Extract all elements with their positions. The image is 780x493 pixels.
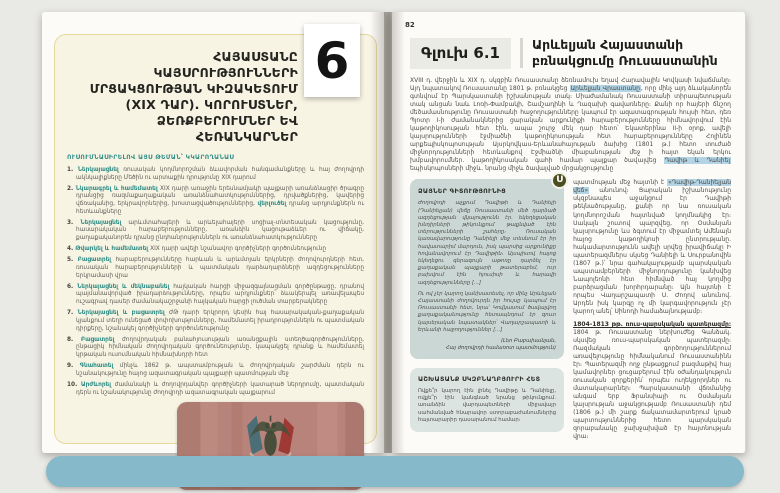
quote-attribution-line: (Լեո Բաբախանյան,	[501, 338, 557, 345]
objective-text: ԺԹ դարի երկրորդ կեսին հայ հասարակական-քաղաքական կյանքում տեղի ունեցած փոփոխությունները, համեմատել իրադրություններն ու պատմական դիրքերը, նշանակել գործիչների գործունեությունը	[76, 310, 364, 332]
objective-text: XIX դարի ավելի նշանավոր գործիչների գործունեությունը	[150, 246, 326, 253]
objective-item	[67, 337, 364, 360]
objective-text: մինչև 1862 թ. ապստամբության և ժողովրդական շարժման դերն ու նշանակությունը հայոց ազատագրական պայքարի պատմության մեջ	[76, 363, 364, 377]
objective-item	[67, 246, 364, 254]
objective-text: XIX դարի առաջին երեսնամյակի պայքարի առանձնացիր ծրագրը դրանցից ռազմաքաղաքական առանձնահատկություններից, դրվածքներից, կավերից վճռականից, երկրավորներից, խոստացվածություններից,	[76, 185, 365, 208]
left-column	[410, 175, 564, 432]
objective-item	[67, 284, 364, 307]
highlighted-term: «Դավիթ-Դանիելյան վեճ»	[573, 179, 731, 195]
body-text: անունով։ Ցարական իշխանությունը սկզբնապես աջակցում էր Դավիթի թեկնածությանը, քանի որ նա ռուսական կողմնորոշման հայտնված կողմնակից էր։ Սակայն շուտով պարզվեց, որ Օսմանյան կայսրությունը ևս ձգտում էր միջամտել Ամենայն հայոց կաթողիկոսի ընտրությանը. հակամարտությունն ավելի սրվեց իրավիճակը Ի պատերազմներս սկսեց Դանիելի և Սուրբանովին (1807 թ.)՝ նրա գահակալությամբ պարսկական ապստամբերների միջնորդությունը կանխվեց Նապոլեոնի հետ հիմնված հայ կողմից բարձրացման խորհրդարանը։ Այն հայտնի է որպես Վաղարշապատի Ս. Ժողով անունով. Արդեն իսկ կարգը ոչ մի կարգավորություն չէր կարող անել՝ Սինոդի համաձայնությամբ։	[573, 187, 731, 315]
objective-lead: Բացատրել	[77, 257, 116, 264]
highlighted-term: Դավիթ և Դանիել	[664, 157, 730, 165]
chapter-number: 6	[314, 31, 350, 90]
quote-attribution-line: Հայ ժողովրդի համառոտ պատմություն)	[445, 345, 557, 352]
section-header	[410, 37, 731, 69]
two-column-layout	[410, 175, 731, 441]
right-column	[573, 179, 731, 441]
quote-attribution	[418, 338, 556, 352]
chapter-title-line: (XIX ԴԱՐ). ԿՈՐՈՒՍՏՆԵՐ,	[125, 97, 298, 112]
objective-number: 10.	[67, 381, 81, 388]
quote-paragraph: Ժողովրդի աչքում Դավիթի և Դանիելի (Դանիելյան) վեճը Ռուսաստանի մեծ դարձած ազդեցության վկայությունն էր. եկեղեցական խնդիրների թիկունքում թաքնված էին տերությունների շահերը։ Ռուսական կառավարությունը Դանիելի մեջ տեսնում էր իր հավատարիմ մարդուն, իսկ պարսից արքունիքը հովանավորում էր Դավիթին։ Այսպիսով հայոց եկեղեցու գերագույն աթոռը դարձել էր քաղաքական պայքարի թատերաբեմ, ուր բախվում էին հյուսիսի և հարավի ազդեցությունները [...]	[418, 200, 557, 286]
objective-item	[67, 382, 364, 397]
objective-lead: Ներկայացնել	[77, 167, 124, 173]
objective-text: արևմտահայերի և արևելահայերի սոցիալ-տնտեսական կացությունը, հասարակական հարաբերությունները, առանձին կացութաձևեր ու վիճակը, քաղաքականորեն դրանց ընդհանրություններն ու առանձնահատկությունները	[76, 219, 364, 242]
objective-text: ռուսական կողմնորոշման ձևավորման հանգամանքները և հայ ժողովրդի ակնկալիքները Մեծին ու արտաքին դրությունը XIX դարում	[76, 167, 364, 181]
objective-number: 5.	[67, 257, 78, 264]
source-box-heading: ԱՇԽԱՏԱՆՔ ՍԿԶԲՆԱՂԲՅՈՒՐԻ ՀԵՏ	[418, 376, 541, 384]
quote-paragraph: Ու ով չէր կարող կանխատեսել, որ մինչ Արևելյան Հայաստանի ժողովուրդն իր հույսը կապում էր Ռուսաստանի հետ, նրա՝ Կովկասում ծավալվող քաղաքականությունը հետապնդում էր զուտ կայսերական նպատակներ՝ Վաղարշապատի և Երևանի հաջողություններ [...]	[418, 290, 557, 333]
objective-text: հարաբերությունները հարևան և արևմտյան երկրների ժողովուրդների հետ, ռուսական հարաբերությունների և պատմական դարձադարձների ազդեցությունները երկրամասի վրա	[76, 257, 364, 279]
objective-item	[67, 257, 364, 280]
right-page-content	[392, 12, 745, 453]
objective-item	[67, 310, 364, 333]
chapter-intro-box	[54, 31, 377, 444]
source-badge-icon: Ս	[551, 172, 568, 189]
objective-number: 1.	[67, 167, 78, 173]
objective-lead: Արժևորել	[80, 381, 115, 388]
objective-item	[67, 220, 364, 243]
objective-lead: Ներկայացնել	[80, 219, 129, 226]
objective-number: 9.	[67, 363, 80, 370]
primary-source-task-box	[410, 368, 564, 432]
header-divider	[520, 38, 523, 68]
objective-text: ժամանակի և ժողովրդանվեր գործիչների կատարած ներդրումը, պատմական դերն ու նշանակությունը ժողովրդի ազատագրական պայքարում	[76, 381, 364, 396]
chapter-title-line: ՀԱՅԱՍՏԱՆԸ ԿԱՅՍՐՈՒԹՅՈՒՆՆԵՐԻ	[153, 49, 298, 80]
intro-paragraph	[410, 77, 731, 173]
chapter-title	[67, 49, 298, 145]
body-text: պատմության մեջ հայտնի է	[573, 179, 668, 187]
objective-item	[67, 167, 364, 182]
war-subheading: 1804-1813 թթ. ռուս-պարսկական պատերազմը։	[573, 320, 731, 328]
chapter-title-line: ՁԵՌՔԲԵՐՈՒՄՆԵՐ ԵՎ ՀԵՌԱՆԿԱՐՆԵՐ	[156, 113, 298, 144]
objective-number: 2.	[67, 185, 76, 192]
objective-text: դրանց արդյունքներն ու հետևանքները	[76, 201, 364, 215]
voices-from-scholarship-box	[410, 175, 564, 359]
objective-number: 7.	[67, 310, 78, 317]
source-box-text: Ովքե՞ր կարող էին լինել Դավիթը և Դանիելը, ովքե՞ր էին կանգնած նրանց թիկունքում. առանձին վարդապետների միջավայր սահմանված հնարավոր ստորաբաժանումներից հայտարարիր դասարանում համար։	[418, 388, 557, 423]
objective-text: հայկական հարցի միջազգայնացման գործընթացը, դրանով պայմանավորված իրադարձությունները, որպես արդյունքներ՝ ձևակերպել առավելապես ուշագրավ դասեր ժամանակաշրջանի հայկական հարցի լուծման տարբերակները	[76, 283, 364, 306]
page-number: 82	[405, 21, 415, 29]
highlighted-term: Արևելյան Վրաստանը	[570, 85, 640, 93]
section-title	[532, 37, 718, 69]
objectives-list	[67, 167, 364, 397]
chapter-number-tab	[304, 24, 360, 97]
objective-number: 6.	[67, 283, 78, 290]
body-paragraph	[573, 179, 731, 316]
body-text: 1804 թ. Ռուսաստանը ներխուժեց Գանձակ. սկսվեց ռուս-պարսկական պատերազմը։ Ռազմական գործողություններում առավելությունը հիմնականում Ռուսաստանինն էր։ Պատերազմի ողջ ընթացքում բազմաթիվ հայ կամավորներ ցուցաբերում էին օժանդակություն ռուսական զորքերին՝ որպես ուղեկցորդներ ու մատակարարներ։ Պարսկաստանի վճռմանից անգամ երբ Ֆրանսիայի ու Օսմանյան կայսրության աջակցությամբ Ռուսաստանի դեմ (1806 թ.) մի շարք ճակատամարտերում կրած պարտություններից հետո պարսկական զորաբանակը ջախջախված էր հայտնության վրա։	[573, 328, 731, 441]
bottom-teal-band	[46, 456, 744, 487]
objective-number: 4.	[67, 246, 76, 253]
objective-text: ժողովրդական բանահյուսության առանցքային ստեղծագործությունները, ընթացիկ հիմնական ժողովրդական գործունեությունը, կապակցել դրանք և համեմատել կրթական ուսումնական հիմնախնդրի հետ	[76, 336, 364, 358]
section-label: Գլուխ 6.1	[410, 38, 511, 69]
intro-text: XVIII դ. վերջին և XIX դ. սկզբին Ռուսաստանը ձեռնամուխ եղավ Հարավային Կովկասի նվաճմանը։ Այդ նպատակով Ռուսաստանը 1801 թ. բռնակցեց	[410, 77, 731, 93]
right-page	[392, 12, 746, 453]
quote-box-heading: ՁԱՅՆԵՐ ԳԻՏՈՒԹՅՈՒՆԻՑ	[418, 188, 506, 196]
objective-lead: վերլուծել	[257, 201, 289, 208]
body-paragraph	[573, 321, 731, 441]
objective-lead: Ներկայացնել և մեկնաբանել	[77, 283, 174, 290]
objective-item	[67, 363, 364, 378]
intro-text: , որը մինչ այդ ձևականորեն գտնվում էր Պարսկաստանի իշխանության տակ։ Միաժամանակ Ռուսաստանի տիրապետության տակ անցան նաև Լոռի-Փամբակի, Շամշադինի և Ղազախի գավառները։ Քանի որ հայերի ճնշող մեծամասնությունը Ռուսաստանի հաջողությունները կապում էր ազատագրության հույսի հետ, դեռ Պյոտր I-ի ժամանակներից ցարական արքունիքի հարաբերությունները հիմնավորվում էին կաթողիկոսության հետ էին, ապա շուրջ մեկ դար հետո՝ Եկատերինա II-ի օրոք, ավելի կայսրությունների էջմիածնի կաթողիկոսության հետ հարաբերությունները Հոլինեն արքեպիսկոպոսության Այսրկովկաս-Երևանահայության ձախից (1801 թ.) հետո տուժած միջնորդությունների հետևանքով Էջմիածնի միաբանության մեջ ի հայտ եկան երկու խմբավորումներ. կաթողիկոսական գահի համար պայքար ծավալվեց	[410, 85, 731, 165]
objective-number: 8.	[67, 336, 81, 343]
objective-item	[67, 186, 364, 217]
objectives-heading: ՈՒՍՈՒՄՆԱՍԻՐԵԼՈՎ ԱՅՍ ԹԵՄԱՆ՝ ԿԿԱՐՈՂԱՆԱՍ	[67, 154, 235, 161]
objective-lead: Նկարագրել և համեմատել	[75, 185, 161, 192]
chapter-title-line: ՄՐՑԱԿՑՈՒԹՅԱՆ ԿԻԶԱԿԵՏՈՒՄ	[89, 81, 298, 96]
section-title-line: բռնակցումը Ռուսաստանին	[531, 53, 718, 68]
objective-lead: Գնահատել	[79, 363, 120, 370]
objective-lead: Բացատրել	[80, 336, 122, 343]
intro-text: եպիսկոպոսների միջև. նրանց միջև ծավալված մրցակցությունը	[410, 165, 614, 173]
section-title-line: Արևելյան Հայաստանի	[531, 37, 684, 52]
left-page	[42, 12, 386, 453]
objective-lead: Թվարկել և համեմատել	[75, 246, 151, 253]
objective-number: 3.	[67, 219, 81, 226]
objective-lead: Ներկայացնել և բացատրել	[77, 310, 169, 317]
